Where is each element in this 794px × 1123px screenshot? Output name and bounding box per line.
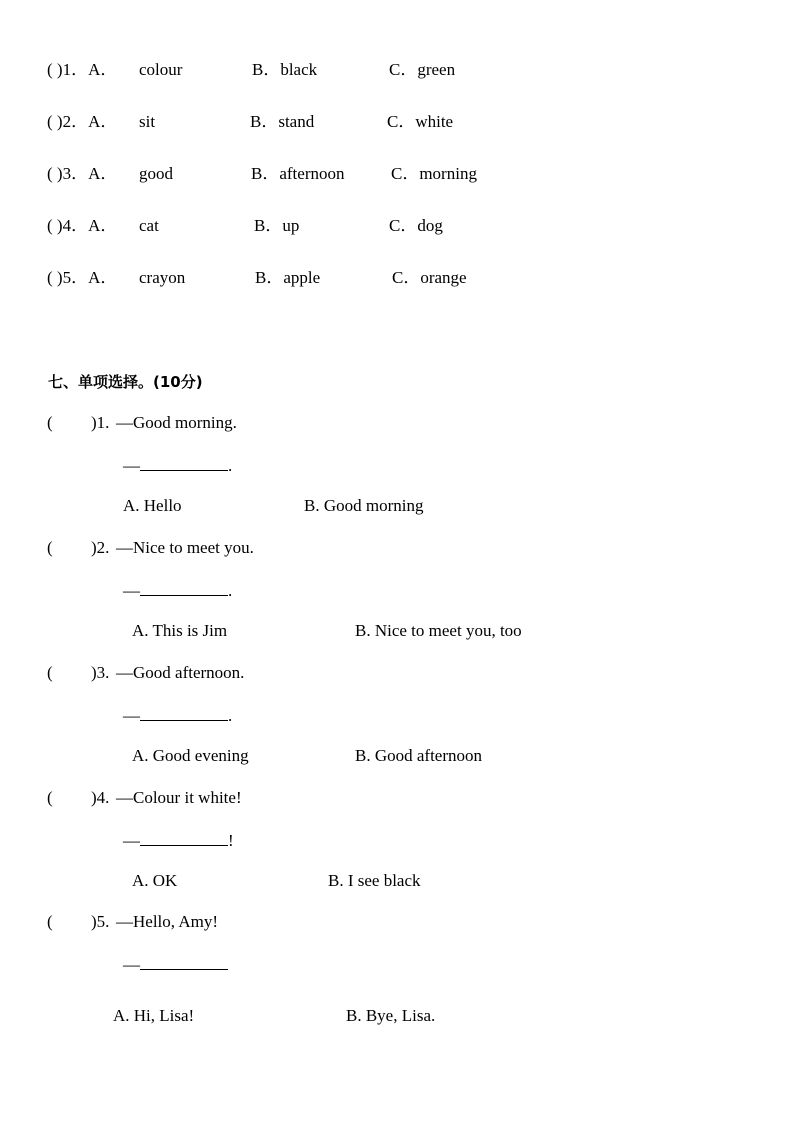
option-a: A. This is Jim bbox=[132, 621, 228, 640]
item-prefix: ( )4．A． bbox=[47, 216, 118, 235]
answer-paren: ( bbox=[47, 413, 53, 432]
option-b: B．apple bbox=[255, 268, 321, 287]
response-end: . bbox=[228, 581, 233, 600]
option-a: A. Good evening bbox=[132, 746, 249, 765]
answer-blank bbox=[140, 455, 228, 471]
response-end: . bbox=[228, 456, 233, 475]
item-prefix: ( )5．A． bbox=[47, 268, 118, 287]
option-a: cat bbox=[139, 216, 159, 235]
question-number: )2. bbox=[91, 538, 110, 557]
option-b: B. I see black bbox=[328, 871, 421, 890]
option-a: sit bbox=[139, 112, 156, 131]
option-a: crayon bbox=[139, 268, 186, 287]
response-dash: — bbox=[123, 456, 140, 475]
question-prompt: —Good afternoon. bbox=[116, 663, 245, 682]
answer-blank bbox=[140, 830, 228, 846]
option-c: C．morning bbox=[391, 164, 477, 183]
response-dash: — bbox=[123, 955, 140, 974]
answer-blank bbox=[140, 705, 228, 721]
response-line bbox=[123, 580, 232, 601]
item-prefix: ( )3．A． bbox=[47, 164, 118, 183]
option-b: B．afternoon bbox=[251, 164, 345, 183]
option-b: B. Good afternoon bbox=[355, 746, 483, 765]
response-line bbox=[123, 830, 234, 851]
answer-paren: ( bbox=[47, 663, 53, 682]
response-dash: — bbox=[123, 831, 140, 850]
question-prompt: —Nice to meet you. bbox=[116, 538, 254, 557]
question-number: )3. bbox=[91, 663, 110, 682]
question-prompt: —Colour it white! bbox=[116, 788, 242, 807]
item-prefix: ( )2．A． bbox=[47, 112, 118, 131]
question-number: )5. bbox=[91, 912, 110, 931]
answer-paren: ( bbox=[47, 538, 53, 557]
response-line bbox=[123, 455, 232, 476]
answer-paren: ( bbox=[47, 912, 53, 931]
question-number: )1. bbox=[91, 413, 110, 432]
option-b: B．up bbox=[254, 216, 300, 235]
response-end: ! bbox=[228, 831, 234, 850]
section-heading: 七、单项选择。(10分) bbox=[48, 373, 203, 391]
response-end: . bbox=[228, 706, 233, 725]
answer-blank bbox=[140, 580, 228, 596]
option-b: B．black bbox=[252, 60, 318, 79]
question-prompt: —Hello, Amy! bbox=[116, 912, 218, 931]
question-number: )4. bbox=[91, 788, 110, 807]
answer-paren: ( bbox=[47, 788, 53, 807]
item-prefix: ( )1．A． bbox=[47, 60, 118, 79]
response-dash: — bbox=[123, 706, 140, 725]
option-b: B. Nice to meet you, too bbox=[355, 621, 522, 640]
option-b: B. Good morning bbox=[304, 496, 424, 515]
option-a: A. Hi, Lisa! bbox=[113, 1006, 195, 1025]
option-a: good bbox=[139, 164, 173, 183]
option-a: A. OK bbox=[132, 871, 178, 890]
answer-blank bbox=[140, 954, 228, 970]
response-dash: — bbox=[123, 581, 140, 600]
option-c: C．orange bbox=[392, 268, 467, 287]
response-line bbox=[123, 705, 232, 726]
option-c: C．dog bbox=[389, 216, 443, 235]
option-a: colour bbox=[139, 60, 183, 79]
response-line bbox=[123, 954, 228, 975]
option-b: B. Bye, Lisa. bbox=[346, 1006, 436, 1025]
option-a: A. Hello bbox=[123, 496, 182, 515]
option-c: C．green bbox=[389, 60, 456, 79]
option-b: B．stand bbox=[250, 112, 315, 131]
option-c: C．white bbox=[387, 112, 454, 131]
question-prompt: —Good morning. bbox=[116, 413, 237, 432]
